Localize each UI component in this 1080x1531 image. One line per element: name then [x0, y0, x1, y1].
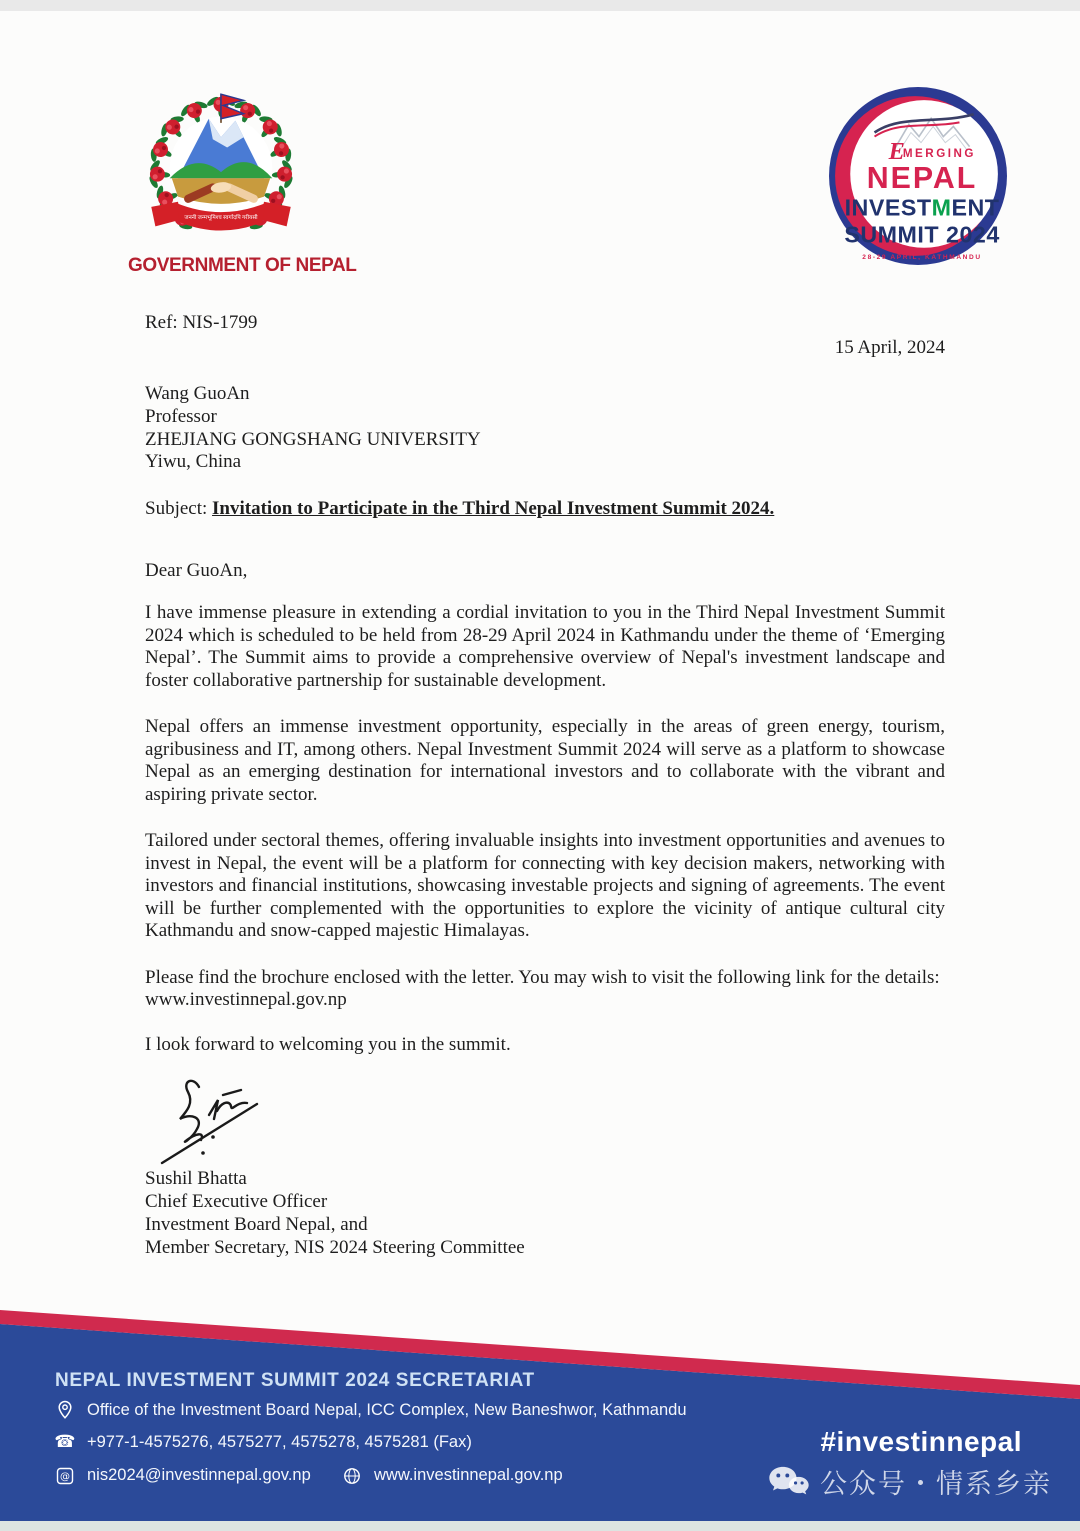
phone-text: +977-1-4575276, 4575277, 4575278, 4575281 (Fax)	[87, 1433, 472, 1451]
website-text: www.investinnepal.gov.np	[374, 1466, 563, 1484]
nepal-coat-of-arms-icon	[128, 88, 314, 250]
emblem-motto-text: जननी जन्मभूमिश्च स्वर्गादपि गरीयसी	[184, 215, 258, 222]
reference-number: Ref: NIS-1799	[145, 312, 258, 333]
closing-line: I look forward to welcoming you in the summit.	[145, 1033, 511, 1055]
address-text: Office of the Investment Board Nepal, ICC Complex, New Baneshwor, Kathmandu	[87, 1400, 687, 1419]
logo-emerging-e: E	[888, 137, 905, 165]
email-text: nis2024@investinnepal.gov.np	[87, 1466, 311, 1484]
handwritten-signature-icon	[157, 1075, 277, 1165]
signer-block	[145, 1167, 945, 1259]
globe-icon	[342, 1467, 362, 1485]
recipient-name: Wang GuoAn	[145, 383, 250, 404]
telephone-icon: ☎	[54, 1432, 76, 1452]
signature-block	[157, 1075, 945, 1165]
wechat-watermark-text: 公众号・情系乡亲	[820, 1469, 1052, 1499]
logo-nepal-text: NEPAL	[866, 162, 978, 196]
recipient-address	[145, 383, 945, 474]
paragraph-4	[145, 967, 945, 1012]
signer-name: Sushil Bhatta	[145, 1168, 247, 1190]
paragraph-2: Nepal offers an immense investment opportunity, especially in the areas of green energy, tourism, agribusiness and IT, among others. Nepal Investment Summit 2024 will serve as a platform to showcase Nepal as an emerging destination for international investors and to collaborate with the vibrant and aspiring private sector.	[145, 716, 945, 805]
svg-text:@: @	[60, 1471, 70, 1483]
recipient-title: Professor	[145, 405, 217, 427]
logo-emerging-rest: MERGING	[902, 146, 977, 160]
government-emblem-block	[128, 88, 357, 277]
paragraph-3: Tailored under sectoral themes, offering invaluable insights into investment opportunities and avenues to invest in Nepal, the event will be a platform for connecting with key decision makers, networking with investors and financial institutions, showcasing investable projects and signing of agreements. The event will be further complemented with the opportunities to explore the vicinity of antique cultural city Kathmandu and snow-capped majestic Himalayas.	[145, 830, 945, 942]
logo-investment-text: INVESTMENT	[844, 194, 1000, 221]
signer-role: Member Secretary, NIS 2024 Steering Committee	[145, 1237, 525, 1259]
brochure-text: Please find the brochure enclosed with the letter. You may wish to visit the following link for the details:	[145, 966, 940, 988]
wechat-icon	[768, 1465, 810, 1499]
letter-body	[145, 312, 945, 1259]
subject-label: Subject:	[145, 498, 213, 520]
paragraph-1: I have immense pleasure in extending a cordial invitation to you in the Third Nepal Investment Summit 2024 which is scheduled to be held from 28-29 April 2024 in Kathmandu under the theme of ‘Emerging Nepal’. The Summit aims to provide a comprehensive overview of Nepal's investment landscape and foster collaborative partnership for sustainable development.	[145, 602, 945, 691]
investment-summit-logo-icon	[828, 86, 1008, 266]
address-row	[55, 1400, 687, 1420]
summit-logo-block	[828, 86, 1008, 266]
government-of-nepal-caption: GOVERNMENT OF NEPAL	[128, 255, 357, 276]
subject-line	[145, 498, 945, 521]
letter-date: 15 April, 2024	[834, 336, 945, 358]
footer-banner	[0, 1300, 1080, 1531]
salutation: Dear GuoAn,	[145, 559, 248, 581]
website-row	[342, 1466, 563, 1485]
signer-title: Chief Executive Officer	[145, 1191, 328, 1213]
recipient-location: Yiwu, China	[145, 451, 242, 473]
subject-text: Invitation to Participate in the Third Nepal Investment Summit 2024.	[212, 498, 775, 520]
logo-summit-text: SUMMIT 2024	[844, 221, 1000, 248]
email-row	[55, 1466, 311, 1485]
svg-text:MERGING	[903, 147, 976, 160]
logo-dates-text: 28-29 APRIL, KATHMANDU	[862, 253, 982, 261]
website-link-text: www.investinnepal.gov.np	[145, 989, 347, 1011]
secretariat-title: NEPAL INVESTMENT SUMMIT 2024 SECRETARIAT	[55, 1370, 535, 1391]
email-icon	[55, 1467, 75, 1485]
signer-organization: Investment Board Nepal, and	[145, 1214, 368, 1236]
hashtag-investinnepal: #investinnepal	[820, 1426, 1022, 1457]
recipient-organization: ZHEJIANG GONGSHANG UNIVERSITY	[145, 428, 481, 450]
phone-row	[55, 1433, 472, 1452]
location-pin-icon	[55, 1400, 75, 1420]
letter-header	[0, 0, 1080, 282]
wechat-watermark	[768, 1462, 1052, 1501]
